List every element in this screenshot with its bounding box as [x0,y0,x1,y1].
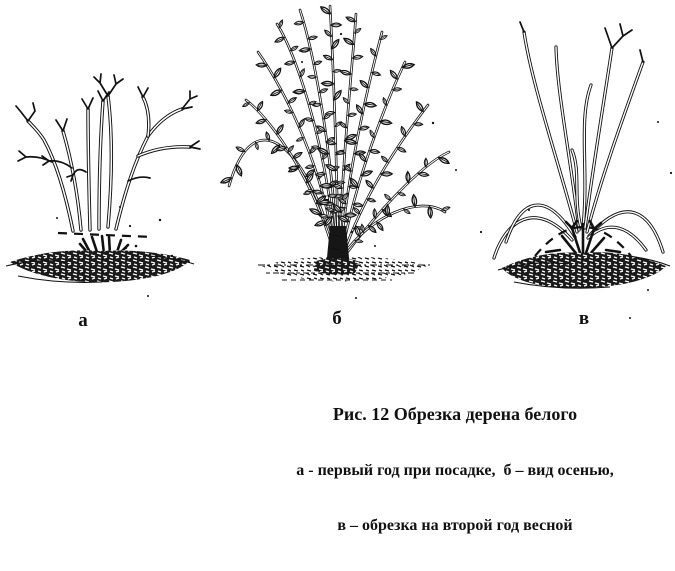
caption-line-2: а - первый год при посадке, б – вид осенью, [296,462,614,479]
panel-c-specks [480,121,672,319]
panel-b-soil [258,257,430,281]
panel-label-c: в [578,308,590,329]
figure-caption [240,368,670,571]
panel-b-stems [229,6,449,258]
panel-a-drawing [6,74,200,297]
caption-title: Рис. 12 Обрезка дерена белого [332,404,578,424]
panel-c-soil [498,252,670,288]
panel-label-b: б [332,308,342,329]
caption-line-3: в – обрезка на второй год весной [337,517,573,534]
panel-c-drawing [480,22,672,319]
panel-b-drawing [220,5,457,299]
panel-a-twigs [16,74,200,181]
panel-c-stems [494,32,663,258]
panel-a-soil [6,250,194,282]
panel-c-twigs [520,22,643,62]
panel-a-pruning-cut-line [58,233,152,237]
panel-a-stems [28,96,190,231]
panel-label-a: а [78,310,88,331]
